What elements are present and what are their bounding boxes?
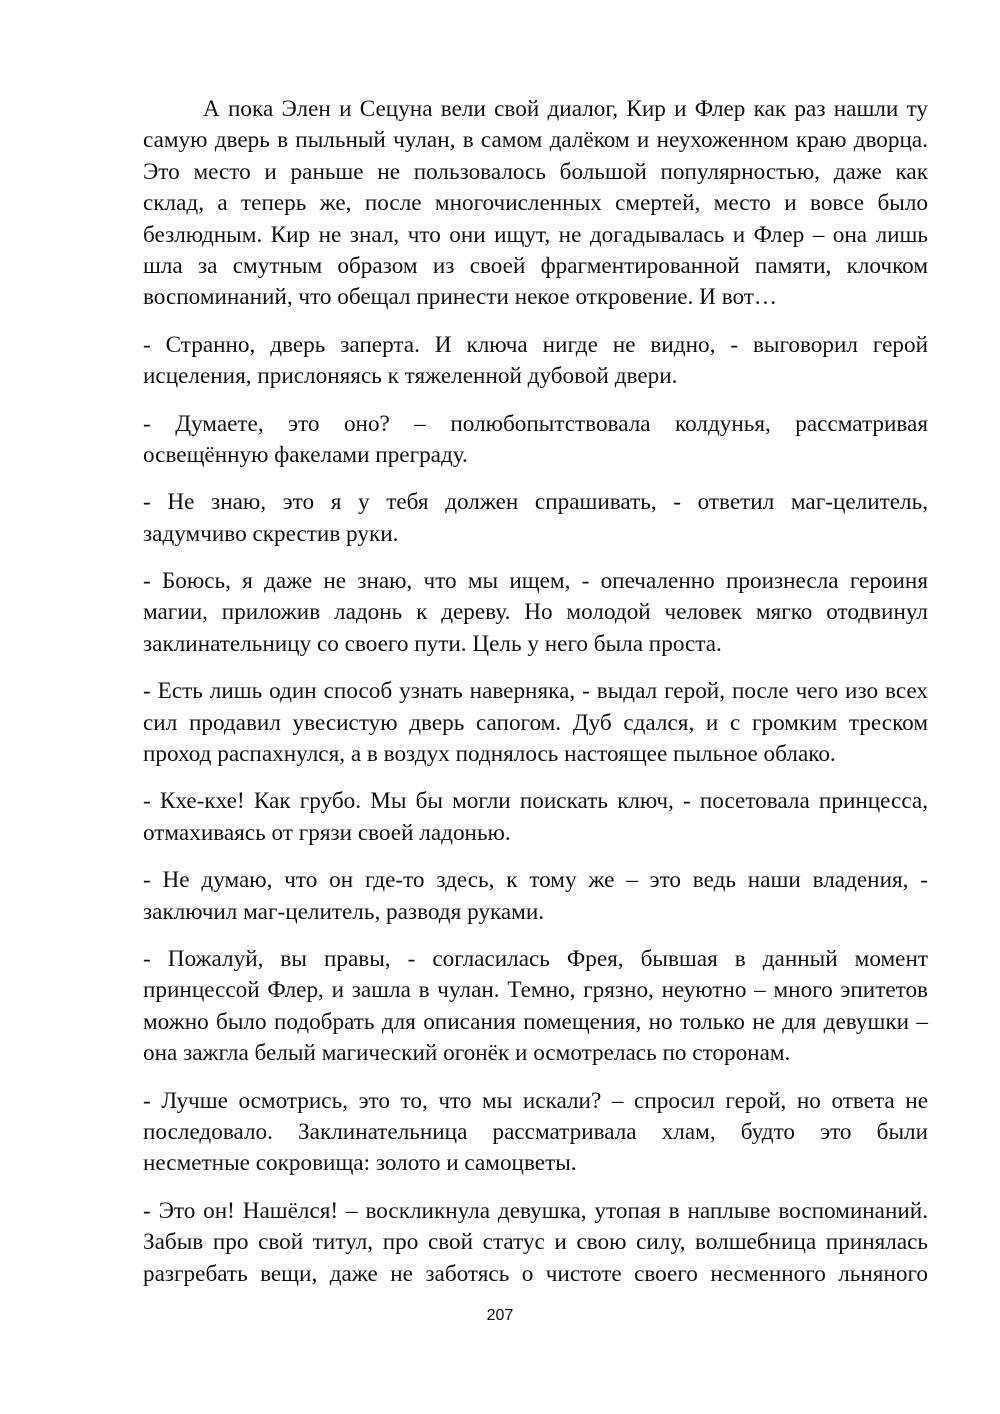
paragraph-dialogue — [143, 676, 928, 770]
text-line: шла за смутным образом из своей фрагментированной памяти, клочком — [143, 252, 928, 279]
paragraph-dialogue — [143, 786, 928, 849]
text-line: задумчиво скрестив руки. — [143, 520, 399, 547]
text-line: заклинательницу со своего пути. Цель у него была проста. — [143, 630, 722, 657]
text-line: несметные сокровища: золото и самоцветы. — [143, 1150, 577, 1177]
paragraph-dialogue — [143, 944, 928, 1070]
text-line: проход распахнулся, а в воздух поднялось настоящее пыльное облако. — [143, 741, 836, 768]
text-line: освещённую факелами преграду. — [143, 441, 468, 468]
text-line: безлюдным. Кир не знал, что они ищут, не догадывалась и Флер – она лишь — [143, 221, 928, 248]
text-line: самую дверь в пыльный чулан, в самом далёком и неухоженном краю дворца. — [143, 127, 928, 154]
text-line: - Странно, дверь заперта. И ключа нигде не видно, - выговорил герой — [143, 331, 928, 358]
text-line: магии, приложив ладонь к дереву. Но молодой человек мягко отодвинул — [143, 599, 928, 626]
text-line: можно было подобрать для описания помещения, но только не для девушки – — [143, 1008, 928, 1035]
paragraph-dialogue — [143, 409, 928, 472]
text-line: - Думаете, это оно? – полюбопытствовала колдунья, рассматривая — [143, 410, 928, 437]
text-line: - Пожалуй, вы правы, - согласилась Фрея, бывшая в данный момент — [143, 945, 928, 972]
text-line: - Не думаю, что он где-то здесь, к тому же – это ведь наши владения, - — [143, 867, 928, 894]
page-number: 207 — [486, 1307, 514, 1324]
paragraph-dialogue — [143, 1196, 928, 1290]
text-line: склад, а теперь же, после многочисленных смертей, место и вовсе было — [143, 190, 928, 217]
paragraph-dialogue — [143, 330, 928, 393]
text-line: - Лучше осмотрись, это то, что мы искали? – спросил герой, но ответа не — [143, 1087, 928, 1114]
text-line: исцеления, прислоняясь к тяжеленной дубовой двери. — [143, 363, 678, 390]
text-line: заключил маг-целитель, разводя руками. — [143, 898, 545, 925]
paragraph-dialogue — [143, 487, 928, 550]
paragraph-dialogue — [143, 566, 928, 660]
paragraph-dialogue — [143, 1086, 928, 1180]
text-line: отмахиваясь от грязи своей ладонью. — [143, 819, 511, 846]
text-line: Это место и раньше не пользовалось большой популярностью, даже как — [143, 158, 928, 185]
text-line: - Не знаю, это я у тебя должен спрашивать, - ответил маг-целитель, — [143, 489, 928, 516]
text-line: Забыв про свой титул, про свой статус и свою силу, волшебница принялась — [143, 1229, 928, 1256]
text-line: разгребать вещи, даже не заботясь о чистоте своего несменного льняного — [143, 1260, 928, 1287]
text-line: принцессой Флер, и зашла в чулан. Темно, грязно, неуютно – много эпитетов — [143, 977, 928, 1004]
text-line: она зажгла белый магический огонёк и осмотрелась по сторонам. — [143, 1040, 791, 1067]
text-line: А пока Элен и Сецуна вели свой диалог, Кир и Флер как раз нашли ту — [203, 96, 928, 122]
text-line: воспоминаний, что обещал принести некое откровение. И вот… — [143, 284, 778, 311]
text-line: - Это он! Нашёлся! – воскликнула девушка, утопая в наплыве воспоминаний. — [143, 1197, 928, 1224]
text-line: - Есть лишь один способ узнать наверняка, - выдал герой, после чего изо всех — [143, 678, 928, 705]
text-line: последовало. Заклинательница рассматривала хлам, будто это были — [143, 1118, 928, 1145]
text-line: - Кхе-кхе! Как грубо. Мы бы могли поискать ключ, - посетовала принцесса, — [143, 788, 928, 815]
text-line: сил продавил увесистую дверь сапогом. Дуб сдался, и с громким треском — [143, 709, 928, 736]
paragraph-dialogue — [143, 865, 928, 928]
paragraph-intro — [143, 94, 928, 314]
text-line: - Боюсь, я даже не знаю, что мы ищем, - опечаленно произнесла героиня — [143, 568, 928, 595]
body-text — [143, 94, 928, 1290]
